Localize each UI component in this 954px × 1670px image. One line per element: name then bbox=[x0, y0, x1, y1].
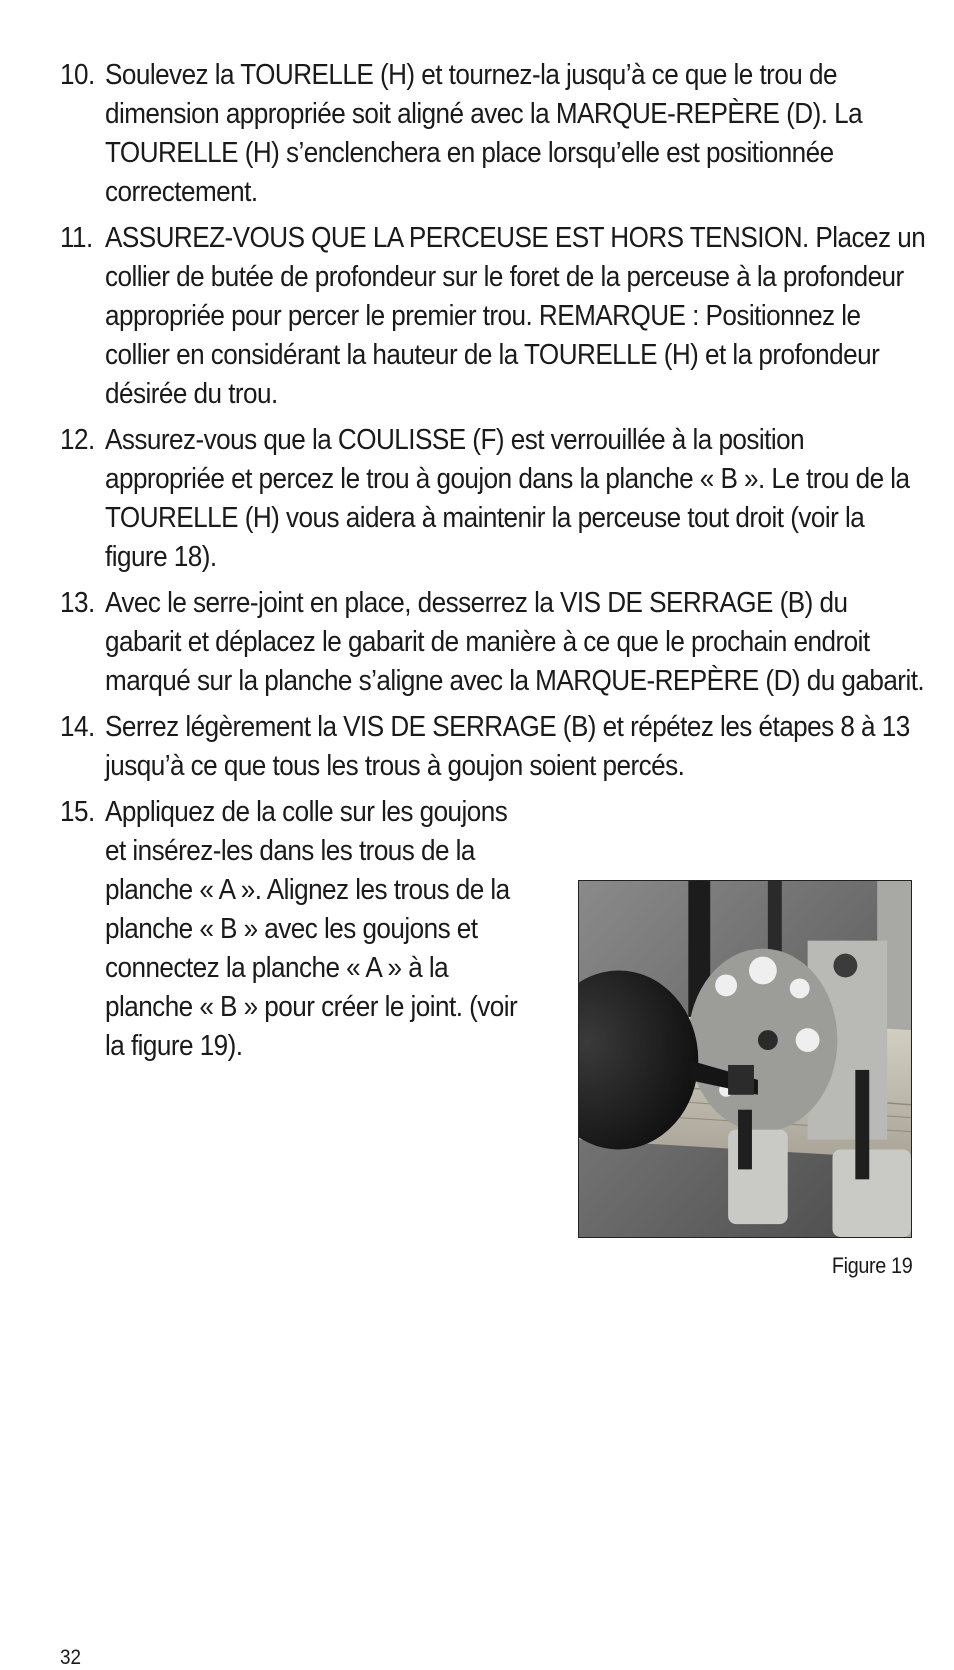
page-number: 32 bbox=[60, 1646, 82, 1669]
step-text: Soulevez la TOURELLE (H) et tournez-la jusqu’à ce que le trou de dimension appropriée soit aligné avec la MARQUE-REPÈRE (D). La TOURELLE (H) s’enclenchera en place lorsqu’elle est positionnée correctement. bbox=[105, 59, 863, 208]
step-text: Avec le serre-joint en place, desserrez la VIS DE SERRAGE (B) du gabarit et déplacez le gabarit de manière à ce que le prochain endroit marqué sur la planche s’aligne avec la MARQUE-REPÈRE (D) du gabarit. bbox=[105, 587, 925, 697]
step-text: Assurez-vous que la COULISSE (F) est verrouillée à la position appropriée et percez le trou à goujon dans la planche « B ». Le trou de la TOURELLE (H) vous aidera à maintenir la perceuse tout droit (voir la figure 18). bbox=[105, 424, 910, 573]
figure-caption: Figure 19 bbox=[831, 1253, 912, 1278]
step-14 bbox=[60, 708, 929, 786]
step-text: Serrez légèrement la VIS DE SERRAGE (B) et répétez les étapes 8 à 13 jusqu’à ce que tous les trous à goujon soient percés. bbox=[105, 711, 910, 782]
step-13 bbox=[60, 584, 929, 701]
doweling-jig-photo bbox=[579, 881, 911, 1237]
step-number: 10. bbox=[60, 59, 95, 91]
step-15 bbox=[60, 793, 573, 1066]
step-text: Appliquez de la colle sur les goujons et insérez-les dans les trous de la planche « A ». Alignez les trous de la planche « B » avec les goujons et connectez la planche « A » à la planche « B » pour créer le joint. (voir la figure 19). bbox=[105, 796, 518, 1062]
step-number: 11. bbox=[60, 222, 93, 254]
step-number: 14. bbox=[60, 711, 95, 743]
step-number: 12. bbox=[60, 424, 95, 456]
step-number: 13. bbox=[60, 587, 95, 619]
step-text: ASSUREZ-VOUS QUE LA PERCEUSE EST HORS TENSION. Placez un collier de butée de profondeur sur le foret de la perceuse à la profondeur appropriée pour percer le premier trou. REMARQUE : Positionnez le collier en considérant la hauteur de la TOURELLE (H) et la profondeur désirée du trou. bbox=[105, 222, 926, 410]
step-12 bbox=[60, 421, 929, 577]
step-10 bbox=[60, 56, 929, 212]
step-11 bbox=[60, 219, 929, 414]
step-number: 15. bbox=[60, 796, 95, 828]
figure-19-photo bbox=[578, 880, 912, 1238]
